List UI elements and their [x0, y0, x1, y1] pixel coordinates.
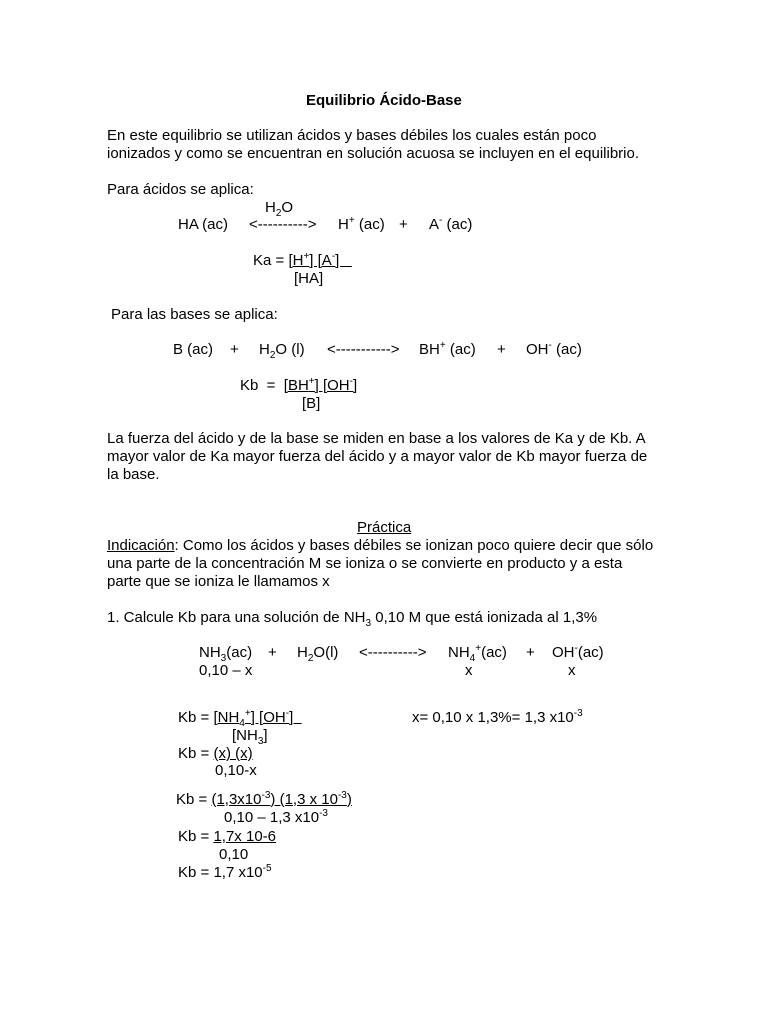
eq-conc-product-1: x — [465, 662, 473, 679]
result: Kb = 1,7 $x10^{-5}$ — [178, 863, 272, 881]
intro-line-1: En este equilibrio se utilizan ácidos y bases débiles los cuales están poco — [107, 127, 597, 144]
step1-expression: $Kb = [NH_4^+]$ [OH-] — [178, 708, 302, 729]
step2-expression: Kb = (x) (x) — [178, 745, 253, 762]
strength-line-1: La fuerza del ácido y de la base se miden en base a los valores de Ka y de Kb. A — [107, 430, 646, 447]
eq-plus-2: + — [526, 644, 535, 661]
eq-arrow: <----------> — [359, 644, 427, 661]
ka-expression: Ka = [H+] [A-] — [253, 251, 352, 269]
eq-conc-product-2: x — [568, 662, 576, 679]
eq-product-oh: OH-(ac) — [552, 643, 604, 661]
acid-plus: + — [399, 216, 408, 233]
eq-reactant-water: $H_2O(l)$ — [297, 644, 339, 664]
strength-line-3: la base. — [107, 466, 160, 483]
acid-product-a: A- (ac) — [429, 215, 473, 233]
base-arrow: <-----------> — [327, 341, 400, 358]
step3-expression: $Kb = (1,3x10^{-3})$ (1,3 x $10^{-3}$) — [176, 790, 352, 808]
kb-expression: Kb = [BH+] [OH-] — [240, 376, 358, 394]
strength-line-2: mayor valor de Ka mayor fuerza del ácido y a mayor valor de Kb mayor fuerza de — [107, 448, 648, 465]
question-1: 1. Calcule Kb para una solución de $NH_3$ 0,10 M que está ionizada al 1,3% — [107, 609, 598, 629]
eq-conc-reactant: 0,10 – x — [199, 662, 253, 679]
eq-product-nh4: $NH_4^+(ac)$ — [448, 643, 507, 664]
acids-heading: Para ácidos se aplica: — [107, 181, 254, 198]
step2-denominator: 0,10-x — [215, 762, 257, 779]
step1-denominator: $[NH_3]$ — [232, 727, 268, 747]
acid-solvent: $H_2O$ — [265, 199, 294, 219]
base-plus-1: + — [230, 341, 239, 358]
practice-heading: Práctica — [357, 519, 412, 536]
eq-plus-1: + — [268, 644, 277, 661]
base-product-oh: OH- (ac) — [526, 340, 582, 358]
ka-denominator: [HA] — [294, 270, 324, 287]
step4-expression: Kb = 1,7x 10-6 — [178, 828, 276, 845]
acid-arrow: <----------> — [249, 216, 317, 233]
step4-denominator: 0,10 — [219, 846, 249, 863]
step3-denominator: 0,10 – 1,3 $x10^{-3}$ — [224, 808, 328, 826]
page-title: Equilibrio Ácido-Base — [306, 92, 462, 109]
note-line-1: Indicación: Como los ácidos y bases débiles se ionizan poco quiere decir que sólo — [107, 537, 654, 554]
base-plus-2: + — [497, 341, 506, 358]
note-line-2: una parte de la concentración M se ioniza o se convierte en producto y a esta — [107, 555, 623, 572]
base-product-bh: BH+ (ac) — [419, 340, 476, 358]
bases-heading: Para las bases se aplica: — [111, 306, 278, 323]
x-calculation: x= 0,10 x 1,3%= 1,3 $x10^{-3}$ — [412, 708, 583, 726]
base-reactant-b: B (ac) — [173, 341, 214, 358]
eq-reactant-nh3: $NH_3(ac)$ — [199, 644, 253, 664]
kb-denominator: [B] — [302, 395, 321, 412]
acid-reactant: HA (ac) — [178, 216, 229, 233]
acid-product-h: H+ (ac) — [338, 215, 385, 233]
base-reactant-water: $H_2O$ (l) — [259, 341, 305, 361]
intro-line-2: ionizados y como se encuentran en solución acuosa se incluyen en el equilibrio. — [107, 145, 639, 162]
note-line-3: parte que se ioniza le llamamos x — [107, 573, 330, 590]
